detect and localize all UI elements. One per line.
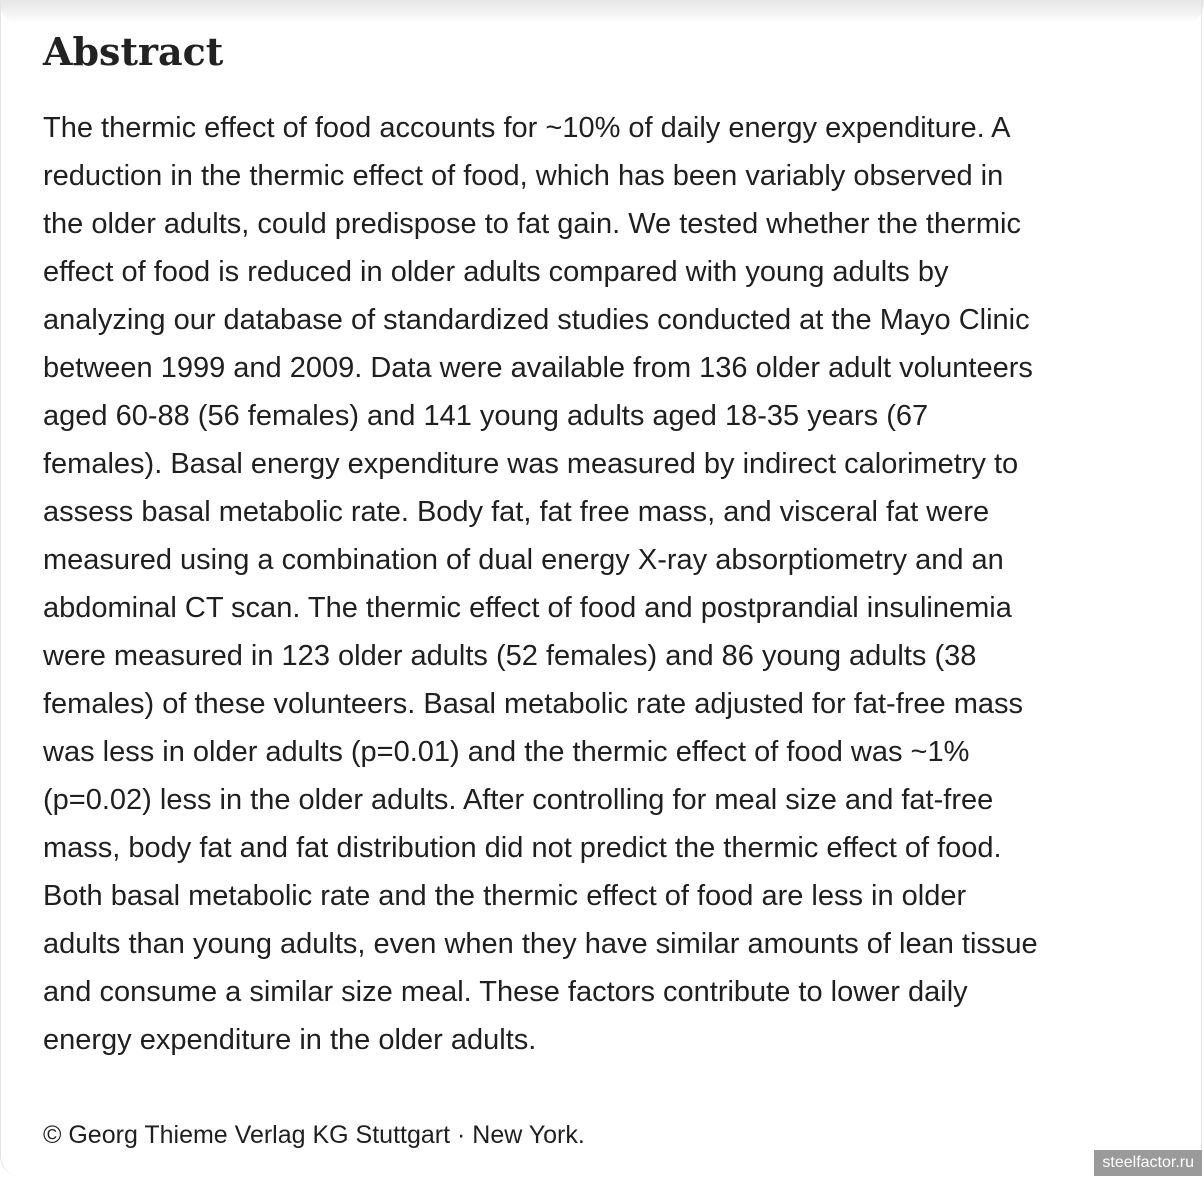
abstract-heading: Abstract [43,29,224,74]
abstract-line: the older adults, could predispose to fat gain. We tested whether the thermic [43,208,1021,240]
abstract-text [43,104,1173,1064]
abstract-line: females) of these volunteers. Basal metabolic rate adjusted for fat-free mass [43,688,1024,720]
abstract-line: adults than young adults, even when they have similar amounts of lean tissue [43,928,1038,960]
abstract-line: measured using a combination of dual energy X-ray absorptiometry and an [43,544,1004,576]
copyright-notice: © Georg Thieme Verlag KG Stuttgart · New York. [43,1121,585,1149]
abstract-line: Both basal metabolic rate and the thermic effect of food are less in older [43,880,967,912]
abstract-line: assess basal metabolic rate. Body fat, fat free mass, and visceral fat were [43,496,990,528]
abstract-line: mass, body fat and fat distribution did not predict the thermic effect of food. [43,832,1002,864]
watermark: steelfactor.ru [1094,1150,1202,1176]
abstract-line: females). Basal energy expenditure was measured by indirect calorimetry to [43,448,1019,480]
abstract-line: were measured in 123 older adults (52 females) and 86 young adults (38 [43,640,977,672]
abstract-line: analyzing our database of standardized studies conducted at the Mayo Clinic [43,304,1030,336]
abstract-line: energy expenditure in the older adults. [43,1024,537,1056]
abstract-line: The thermic effect of food accounts for ~10% of daily energy expenditure. A [43,112,1011,144]
abstract-line: effect of food is reduced in older adults compared with young adults by [43,256,949,288]
abstract-line: and consume a similar size meal. These factors contribute to lower daily [43,976,968,1008]
abstract-line: reduction in the thermic effect of food, which has been variably observed in [43,160,1004,192]
abstract-line: (p=0.02) less in the older adults. After controlling for meal size and fat-free [43,784,994,816]
abstract-line: aged 60-88 (56 females) and 141 young adults aged 18-35 years (67 [43,400,929,432]
abstract-line: abdominal CT scan. The thermic effect of food and postprandial insulinemia [43,592,1012,624]
abstract-line: between 1999 and 2009. Data were available from 136 older adult volunteers [43,352,1033,384]
abstract-line: was less in older adults (p=0.01) and the thermic effect of food was ~1% [43,736,970,768]
